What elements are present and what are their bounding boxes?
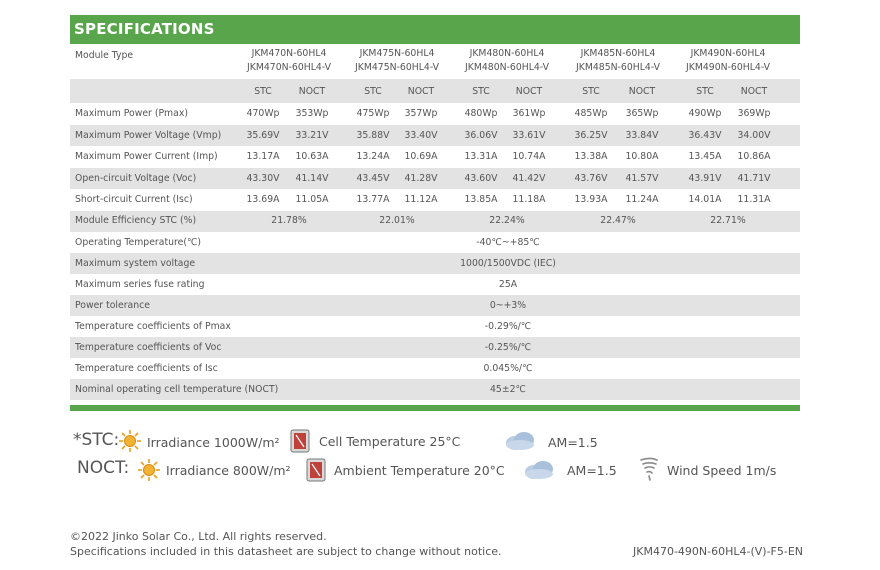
- row-label: Maximum series fuse rating: [75, 278, 205, 290]
- spec-row: [70, 316, 800, 337]
- specifications-table: [70, 44, 800, 400]
- spec-row: [70, 232, 800, 253]
- row-label: Power tolerance: [75, 299, 150, 311]
- spec-value: 369Wp: [737, 108, 771, 119]
- spec-value: 11.05A: [295, 194, 329, 205]
- stc-header: STC: [364, 86, 382, 97]
- specifications-header: SPECIFICATIONS: [70, 15, 800, 44]
- noct-header: NOCT: [298, 86, 326, 97]
- efficiency-value: 21.78%: [271, 214, 307, 226]
- stc-irradiance: Irradiance 1000W/m²: [147, 435, 280, 450]
- spec-value: 35.88V: [356, 129, 390, 141]
- cloud-icon: [503, 430, 537, 452]
- efficiency-value: 22.24%: [489, 214, 525, 226]
- spec-row: [70, 168, 800, 190]
- stc-header: STC: [582, 86, 600, 97]
- disclaimer-text: Specifications included in this datasheet are subject to change without notice.: [70, 545, 502, 558]
- model-name-v: JKM470N-60HL4-V: [247, 62, 331, 73]
- row-label: Maximum system voltage: [75, 257, 196, 269]
- spec-value: 41.14V: [295, 172, 329, 184]
- stc-cell-temperature: Cell Temperature 25°C: [319, 434, 461, 449]
- spec-value: -0.25%/℃: [484, 341, 532, 353]
- row-label: Nominal operating cell temperature (NOCT): [75, 384, 279, 396]
- module-type-row: [70, 44, 800, 79]
- spec-value: 43.45V: [356, 172, 390, 184]
- spec-value: 485Wp: [574, 108, 608, 119]
- cloud-icon: [522, 459, 556, 481]
- row-label: Temperature coefficients of Pmax: [75, 320, 231, 332]
- row-label: Maximum Power Voltage (Vmp): [75, 129, 222, 141]
- spec-value: 36.06V: [464, 129, 498, 141]
- model-name-v: JKM490N-60HL4-V: [686, 62, 770, 73]
- efficiency-row: [70, 211, 800, 232]
- spec-value: 0~+3%: [489, 299, 527, 311]
- spec-value: 33.61V: [512, 129, 546, 141]
- spec-value: 11.18A: [512, 194, 546, 205]
- row-label: Short-circuit Current (Isc): [75, 194, 193, 205]
- spec-row: [70, 146, 800, 168]
- spec-value: 43.60V: [464, 172, 498, 184]
- model-name: JKM475N-60HL4: [359, 48, 435, 59]
- spec-value: 14.01A: [688, 194, 722, 205]
- spec-row: [70, 103, 800, 125]
- noct-header: NOCT: [515, 86, 543, 97]
- spec-value: 1000/1500VDC (IEC): [460, 257, 556, 269]
- spec-value: 13.31A: [464, 151, 498, 162]
- spec-value: 490Wp: [688, 108, 722, 119]
- spec-value: 365Wp: [625, 108, 659, 119]
- spec-row: [70, 274, 800, 295]
- model-name: JKM480N-60HL4: [469, 48, 545, 59]
- spec-value: 13.24A: [356, 151, 390, 162]
- spec-row: [70, 295, 800, 316]
- row-label: Maximum Power (Pmax): [75, 108, 188, 119]
- noct-prefix: NOCT:: [77, 458, 130, 478]
- spec-value: 45±2℃: [490, 384, 526, 396]
- row-label: Temperature coefficients of Voc: [75, 341, 222, 353]
- spec-value: 13.69A: [246, 194, 280, 205]
- noct-am: AM=1.5: [567, 463, 617, 478]
- spec-value: 35.69V: [246, 129, 280, 141]
- spec-value: 11.31A: [737, 194, 771, 205]
- stc-am: AM=1.5: [548, 435, 598, 450]
- copyright-text: ©2022 Jinko Solar Co., Ltd. All rights reserved.: [70, 530, 327, 543]
- spec-value: 13.17A: [246, 151, 280, 162]
- spec-value: 41.57V: [625, 172, 659, 184]
- spec-value: 361Wp: [512, 108, 546, 119]
- spec-value: 480Wp: [464, 108, 498, 119]
- spec-value: -0.29%/℃: [484, 320, 532, 332]
- stc-header: STC: [696, 86, 714, 97]
- spec-value: -40℃~+85℃: [476, 236, 540, 248]
- spec-value: 13.38A: [574, 151, 608, 162]
- spec-row: [70, 125, 800, 147]
- spec-value: 36.43V: [688, 129, 722, 141]
- thermometer-icon: [290, 429, 310, 453]
- spec-value: 10.80A: [625, 151, 659, 162]
- spec-value: 41.28V: [404, 172, 438, 184]
- noct-irradiance: Irradiance 800W/m²: [166, 463, 291, 478]
- spec-value: 10.86A: [737, 151, 771, 162]
- model-name: JKM485N-60HL4: [580, 48, 656, 59]
- spec-value: 10.69A: [404, 151, 438, 162]
- sun-icon: [118, 429, 142, 453]
- spec-value: 10.74A: [512, 151, 546, 162]
- row-label: Operating Temperature(℃): [75, 236, 202, 248]
- row-label: Module Efficiency STC (%): [75, 214, 197, 226]
- row-label: Temperature coefficients of Isc: [75, 363, 218, 375]
- spec-value: 25A: [498, 278, 518, 290]
- spec-row: [70, 189, 800, 211]
- row-label: Maximum Power Current (Imp): [75, 151, 218, 162]
- spec-value: 11.24A: [625, 194, 659, 205]
- model-name-v: JKM480N-60HL4-V: [465, 62, 549, 73]
- noct-header: NOCT: [628, 86, 656, 97]
- spec-row: [70, 358, 800, 379]
- spec-value: 13.85A: [464, 194, 498, 205]
- row-label: Module Type: [75, 50, 134, 61]
- stc-prefix: *STC:: [73, 430, 120, 450]
- spec-value: 470Wp: [246, 108, 280, 119]
- spec-value: 0.045%/℃: [483, 363, 533, 375]
- conditions-legend: [70, 425, 800, 495]
- spec-value: 33.84V: [625, 129, 659, 141]
- spec-value: 10.63A: [295, 151, 329, 162]
- efficiency-value: 22.71%: [710, 214, 746, 226]
- model-name-v: JKM485N-60HL4-V: [576, 62, 660, 73]
- spec-value: 34.00V: [737, 129, 771, 141]
- noct-header: NOCT: [740, 86, 768, 97]
- thermometer-icon: [306, 458, 326, 482]
- document-code: JKM470-490N-60HL4-(V)-F5-EN: [633, 545, 804, 558]
- efficiency-value: 22.01%: [379, 214, 415, 226]
- spec-value: 475Wp: [356, 108, 390, 119]
- spec-row: [70, 253, 800, 274]
- spec-value: 357Wp: [404, 108, 438, 119]
- spec-value: 33.21V: [295, 129, 329, 141]
- spec-value: 41.71V: [737, 172, 771, 184]
- row-label: Open-circuit Voltage (Voc): [75, 172, 197, 184]
- spec-value: 43.76V: [574, 172, 608, 184]
- spec-value: 41.42V: [512, 172, 546, 184]
- stc-header: STC: [254, 86, 272, 97]
- table-bottom-bar: [70, 405, 800, 411]
- noct-header: NOCT: [407, 86, 435, 97]
- spec-value: 353Wp: [295, 108, 329, 119]
- noct-ambient-temperature: Ambient Temperature 20°C: [334, 463, 505, 478]
- model-name: JKM490N-60HL4: [690, 48, 766, 59]
- spec-value: 43.91V: [688, 172, 722, 184]
- efficiency-value: 22.47%: [600, 214, 636, 226]
- spec-value: 13.45A: [688, 151, 722, 162]
- spec-value: 13.93A: [574, 194, 608, 205]
- spec-row: [70, 337, 800, 358]
- spec-value: 36.25V: [574, 129, 608, 141]
- model-name-v: JKM475N-60HL4-V: [355, 62, 439, 73]
- stc-header: STC: [472, 86, 490, 97]
- wind-icon: [639, 456, 659, 482]
- model-name: JKM470N-60HL4: [251, 48, 327, 59]
- spec-value: 43.30V: [246, 172, 280, 184]
- condition-header-row: [70, 79, 800, 103]
- spec-value: 13.77A: [356, 194, 390, 205]
- sun-icon: [137, 458, 161, 482]
- spec-value: 33.40V: [404, 129, 438, 141]
- spec-row: [70, 379, 800, 400]
- spec-value: 11.12A: [404, 194, 438, 205]
- noct-wind-speed: Wind Speed 1m/s: [667, 463, 777, 478]
